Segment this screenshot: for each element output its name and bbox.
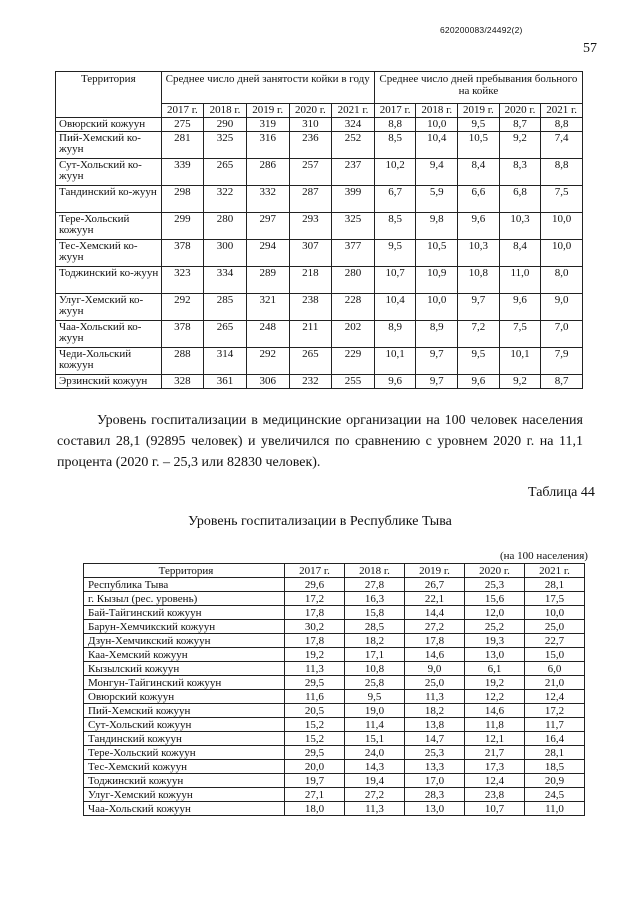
value-cell: 10,1 — [499, 348, 541, 375]
value-cell: 25,2 — [465, 620, 525, 634]
value-cell: 10,0 — [541, 213, 583, 240]
territory-cell: Овюрский кожуун — [56, 118, 162, 132]
value-cell: 8,5 — [374, 213, 416, 240]
value-cell: 20,5 — [285, 704, 345, 718]
value-cell: 10,3 — [458, 240, 500, 267]
territory-cell: Пий-Хемский кожуун — [84, 704, 285, 718]
year-header: 2020 г. — [289, 104, 332, 118]
value-cell: 6,7 — [374, 186, 416, 213]
value-cell: 17,2 — [285, 592, 345, 606]
table-row — [84, 760, 585, 774]
value-cell: 9,5 — [458, 348, 500, 375]
value-cell: 17,3 — [465, 760, 525, 774]
value-cell: 13,8 — [405, 718, 465, 732]
territory-cell: Сут-Хольский ко-жуун — [56, 159, 162, 186]
value-cell: 332 — [246, 186, 289, 213]
value-cell: 10,4 — [374, 294, 416, 321]
value-cell: 11,8 — [465, 718, 525, 732]
value-cell: 27,2 — [405, 620, 465, 634]
value-cell: 17,8 — [285, 634, 345, 648]
value-cell: 10,0 — [416, 294, 458, 321]
value-cell: 232 — [289, 375, 332, 389]
value-cell: 9,6 — [374, 375, 416, 389]
value-cell: 321 — [246, 294, 289, 321]
value-cell: 9,8 — [416, 213, 458, 240]
value-cell: 9,2 — [499, 132, 541, 159]
value-cell: 10,4 — [416, 132, 458, 159]
value-cell: 12,1 — [465, 732, 525, 746]
value-cell: 255 — [332, 375, 375, 389]
value-cell: 15,1 — [345, 732, 405, 746]
table-row — [84, 774, 585, 788]
territory-cell: Кызылский кожуун — [84, 662, 285, 676]
value-cell: 314 — [204, 348, 247, 375]
value-cell: 8,9 — [374, 321, 416, 348]
table-row — [84, 802, 585, 816]
value-cell: 11,6 — [285, 690, 345, 704]
value-cell: 339 — [161, 159, 204, 186]
value-cell: 22,1 — [405, 592, 465, 606]
territory-cell: Монгун-Тайгинский кожуун — [84, 676, 285, 690]
value-cell: 28,1 — [525, 746, 585, 760]
value-cell: 12,4 — [465, 774, 525, 788]
value-cell: 319 — [246, 118, 289, 132]
value-cell: 18,2 — [345, 634, 405, 648]
value-cell: 12,2 — [465, 690, 525, 704]
value-cell: 8,4 — [458, 159, 500, 186]
value-cell: 8,7 — [541, 375, 583, 389]
value-cell: 292 — [246, 348, 289, 375]
value-cell: 361 — [204, 375, 247, 389]
table-row — [84, 592, 585, 606]
col-territory-header: Территория — [56, 72, 162, 118]
value-cell: 238 — [289, 294, 332, 321]
value-cell: 19,3 — [465, 634, 525, 648]
value-cell: 9,6 — [499, 294, 541, 321]
value-cell: 377 — [332, 240, 375, 267]
value-cell: 14,7 — [405, 732, 465, 746]
value-cell: 5,9 — [416, 186, 458, 213]
year-header: 2020 г. — [499, 104, 541, 118]
table-row — [56, 118, 583, 132]
value-cell: 297 — [246, 213, 289, 240]
value-cell: 7,5 — [499, 321, 541, 348]
value-cell: 25,3 — [465, 578, 525, 592]
territory-cell: Улуг-Хемский кожуун — [84, 788, 285, 802]
hospitalization-level-table — [83, 563, 585, 816]
territory-cell: Дзун-Хемчикский кожуун — [84, 634, 285, 648]
value-cell: 293 — [289, 213, 332, 240]
value-cell: 229 — [332, 348, 375, 375]
value-cell: 265 — [204, 321, 247, 348]
table-row — [84, 788, 585, 802]
value-cell: 9,6 — [458, 375, 500, 389]
value-cell: 399 — [332, 186, 375, 213]
value-cell: 17,8 — [405, 634, 465, 648]
value-cell: 322 — [204, 186, 247, 213]
value-cell: 10,9 — [416, 267, 458, 294]
value-cell: 9,7 — [416, 348, 458, 375]
value-cell: 25,0 — [525, 620, 585, 634]
value-cell: 11,3 — [285, 662, 345, 676]
value-cell: 10,2 — [374, 159, 416, 186]
value-cell: 21,7 — [465, 746, 525, 760]
value-cell: 28,1 — [525, 578, 585, 592]
value-cell: 310 — [289, 118, 332, 132]
territory-cell: Тоджинский ко-жуун — [56, 267, 162, 294]
table-row — [84, 690, 585, 704]
value-cell: 15,6 — [465, 592, 525, 606]
value-cell: 27,8 — [345, 578, 405, 592]
value-cell: 287 — [289, 186, 332, 213]
value-cell: 8,8 — [541, 118, 583, 132]
table-number-label: Таблица 44 — [528, 485, 595, 500]
value-cell: 27,2 — [345, 788, 405, 802]
value-cell: 15,2 — [285, 732, 345, 746]
value-cell: 8,0 — [541, 267, 583, 294]
value-cell: 9,5 — [374, 240, 416, 267]
value-cell: 16,4 — [525, 732, 585, 746]
value-cell: 11,0 — [499, 267, 541, 294]
value-cell: 236 — [289, 132, 332, 159]
value-cell: 8,3 — [499, 159, 541, 186]
value-cell: 292 — [161, 294, 204, 321]
year-header: 2018 г. — [416, 104, 458, 118]
territory-cell: Бай-Тайгинский кожуун — [84, 606, 285, 620]
value-cell: 237 — [332, 159, 375, 186]
year-header: 2018 г. — [204, 104, 247, 118]
value-cell: 328 — [161, 375, 204, 389]
value-cell: 15,8 — [345, 606, 405, 620]
value-cell: 29,5 — [285, 676, 345, 690]
value-cell: 325 — [332, 213, 375, 240]
value-cell: 11,3 — [405, 690, 465, 704]
territory-cell: Чеди-Хольский кожуун — [56, 348, 162, 375]
value-cell: 12,0 — [465, 606, 525, 620]
table-row — [56, 321, 583, 348]
value-cell: 6,8 — [499, 186, 541, 213]
value-cell: 19,0 — [345, 704, 405, 718]
value-cell: 19,7 — [285, 774, 345, 788]
value-cell: 17,5 — [525, 592, 585, 606]
value-cell: 298 — [161, 186, 204, 213]
group-header-bed-days: Среднее число дней занятости койки в году — [161, 72, 374, 104]
value-cell: 7,5 — [541, 186, 583, 213]
value-cell: 14,6 — [465, 704, 525, 718]
value-cell: 10,0 — [541, 240, 583, 267]
table-row — [84, 746, 585, 760]
territory-cell: г. Кызыл (рес. уровень) — [84, 592, 285, 606]
value-cell: 11,7 — [525, 718, 585, 732]
year-header: 2018 г. — [345, 564, 405, 578]
table-row — [56, 294, 583, 321]
value-cell: 13,0 — [465, 648, 525, 662]
value-cell: 9,7 — [458, 294, 500, 321]
col-territory-header: Территория — [84, 564, 285, 578]
value-cell: 29,6 — [285, 578, 345, 592]
value-cell: 10,5 — [458, 132, 500, 159]
table-row — [84, 620, 585, 634]
value-cell: 9,0 — [405, 662, 465, 676]
value-cell: 28,5 — [345, 620, 405, 634]
territory-cell: Эрзинский кожуун — [56, 375, 162, 389]
value-cell: 18,2 — [405, 704, 465, 718]
value-cell: 11,3 — [345, 802, 405, 816]
territory-cell: Пий-Хемский ко-жуун — [56, 132, 162, 159]
value-cell: 11,4 — [345, 718, 405, 732]
value-cell: 10,0 — [525, 606, 585, 620]
table-row — [84, 718, 585, 732]
value-cell: 9,0 — [541, 294, 583, 321]
table-row — [56, 186, 583, 213]
table-row — [84, 732, 585, 746]
value-cell: 19,2 — [465, 676, 525, 690]
group-header-stay-days: Среднее число дней пребывания больного на койке — [374, 72, 582, 104]
value-cell: 218 — [289, 267, 332, 294]
value-cell: 6,0 — [525, 662, 585, 676]
territory-cell: Барун-Хемчикский кожуун — [84, 620, 285, 634]
year-header: 2021 г. — [541, 104, 583, 118]
table-row — [56, 267, 583, 294]
unit-note: (на 100 населения) — [500, 550, 588, 562]
value-cell: 7,4 — [541, 132, 583, 159]
territory-cell: Тандинский ко-жуун — [56, 186, 162, 213]
table-row — [84, 634, 585, 648]
value-cell: 30,2 — [285, 620, 345, 634]
value-cell: 29,5 — [285, 746, 345, 760]
value-cell: 288 — [161, 348, 204, 375]
year-header: 2020 г. — [465, 564, 525, 578]
value-cell: 325 — [204, 132, 247, 159]
territory-cell: Улуг-Хемский ко-жуун — [56, 294, 162, 321]
value-cell: 24,0 — [345, 746, 405, 760]
value-cell: 10,5 — [416, 240, 458, 267]
territory-cell: Тес-Хемский ко-жуун — [56, 240, 162, 267]
value-cell: 290 — [204, 118, 247, 132]
value-cell: 27,1 — [285, 788, 345, 802]
value-cell: 257 — [289, 159, 332, 186]
value-cell: 202 — [332, 321, 375, 348]
bed-occupancy-table — [55, 71, 583, 389]
territory-cell: Овюрский кожуун — [84, 690, 285, 704]
value-cell: 10,7 — [374, 267, 416, 294]
value-cell: 265 — [289, 348, 332, 375]
year-header: 2021 г. — [525, 564, 585, 578]
value-cell: 10,3 — [499, 213, 541, 240]
value-cell: 299 — [161, 213, 204, 240]
value-cell: 28,3 — [405, 788, 465, 802]
value-cell: 16,3 — [345, 592, 405, 606]
territory-cell: Тере-Хольский кожуун — [84, 746, 285, 760]
value-cell: 9,6 — [458, 213, 500, 240]
table-row — [56, 132, 583, 159]
table-row — [84, 662, 585, 676]
value-cell: 15,0 — [525, 648, 585, 662]
value-cell: 14,6 — [405, 648, 465, 662]
value-cell: 306 — [246, 375, 289, 389]
year-header: 2019 г. — [405, 564, 465, 578]
table-row — [84, 676, 585, 690]
territory-cell: Тес-Хемский кожуун — [84, 760, 285, 774]
table-row — [84, 648, 585, 662]
value-cell: 8,9 — [416, 321, 458, 348]
value-cell: 9,2 — [499, 375, 541, 389]
value-cell: 10,8 — [345, 662, 405, 676]
table-row — [56, 213, 583, 240]
value-cell: 26,7 — [405, 578, 465, 592]
year-header: 2021 г. — [332, 104, 375, 118]
value-cell: 7,9 — [541, 348, 583, 375]
table-row — [56, 348, 583, 375]
value-cell: 300 — [204, 240, 247, 267]
value-cell: 11,0 — [525, 802, 585, 816]
table-row — [56, 240, 583, 267]
territory-cell: Тере-Хольский кожуун — [56, 213, 162, 240]
value-cell: 8,8 — [541, 159, 583, 186]
value-cell: 17,0 — [405, 774, 465, 788]
value-cell: 280 — [332, 267, 375, 294]
table-row — [84, 578, 585, 592]
value-cell: 252 — [332, 132, 375, 159]
value-cell: 24,5 — [525, 788, 585, 802]
value-cell: 7,0 — [541, 321, 583, 348]
value-cell: 14,3 — [345, 760, 405, 774]
value-cell: 17,2 — [525, 704, 585, 718]
value-cell: 10,0 — [416, 118, 458, 132]
value-cell: 10,7 — [465, 802, 525, 816]
territory-cell: Чаа-Хольский кожуун — [84, 802, 285, 816]
value-cell: 23,8 — [465, 788, 525, 802]
value-cell: 20,9 — [525, 774, 585, 788]
value-cell: 9,5 — [345, 690, 405, 704]
territory-cell: Сут-Хольский кожуун — [84, 718, 285, 732]
year-header: 2017 г. — [161, 104, 204, 118]
value-cell: 307 — [289, 240, 332, 267]
table-row — [56, 159, 583, 186]
value-cell: 6,1 — [465, 662, 525, 676]
territory-cell: Каа-Хемский кожуун — [84, 648, 285, 662]
value-cell: 6,6 — [458, 186, 500, 213]
value-cell: 294 — [246, 240, 289, 267]
value-cell: 248 — [246, 321, 289, 348]
value-cell: 18,5 — [525, 760, 585, 774]
document-id: 620200083/24492(2) — [440, 25, 523, 35]
value-cell: 14,4 — [405, 606, 465, 620]
value-cell: 286 — [246, 159, 289, 186]
hospitalization-paragraph: Уровень госпитализации в медицинские организации на 100 человек населения составил 28,1 (92895 человек) и увеличился по сравнению с уровнем 2020 г. на 11,1 процента (2020 г. – 25,3 или 82830 человек). — [57, 413, 583, 470]
value-cell: 323 — [161, 267, 204, 294]
value-cell: 25,0 — [405, 676, 465, 690]
value-cell: 285 — [204, 294, 247, 321]
page-number: 57 — [583, 41, 597, 56]
value-cell: 275 — [161, 118, 204, 132]
year-header: 2017 г. — [374, 104, 416, 118]
value-cell: 378 — [161, 240, 204, 267]
value-cell: 17,1 — [345, 648, 405, 662]
value-cell: 22,7 — [525, 634, 585, 648]
value-cell: 211 — [289, 321, 332, 348]
value-cell: 13,3 — [405, 760, 465, 774]
territory-cell: Республика Тыва — [84, 578, 285, 592]
value-cell: 18,0 — [285, 802, 345, 816]
year-header: 2019 г. — [246, 104, 289, 118]
value-cell: 12,4 — [525, 690, 585, 704]
value-cell: 8,7 — [499, 118, 541, 132]
value-cell: 25,3 — [405, 746, 465, 760]
value-cell: 21,0 — [525, 676, 585, 690]
value-cell: 265 — [204, 159, 247, 186]
value-cell: 281 — [161, 132, 204, 159]
value-cell: 10,1 — [374, 348, 416, 375]
year-header: 2019 г. — [458, 104, 500, 118]
value-cell: 280 — [204, 213, 247, 240]
table-row — [84, 704, 585, 718]
value-cell: 316 — [246, 132, 289, 159]
value-cell: 289 — [246, 267, 289, 294]
value-cell: 378 — [161, 321, 204, 348]
value-cell: 19,4 — [345, 774, 405, 788]
value-cell: 334 — [204, 267, 247, 294]
table-row — [56, 375, 583, 389]
value-cell: 17,8 — [285, 606, 345, 620]
value-cell: 15,2 — [285, 718, 345, 732]
value-cell: 9,4 — [416, 159, 458, 186]
territory-cell: Чаа-Хольский ко-жуун — [56, 321, 162, 348]
table-row — [84, 606, 585, 620]
value-cell: 8,4 — [499, 240, 541, 267]
value-cell: 9,5 — [458, 118, 500, 132]
year-header: 2017 г. — [285, 564, 345, 578]
value-cell: 324 — [332, 118, 375, 132]
value-cell: 10,8 — [458, 267, 500, 294]
value-cell: 7,2 — [458, 321, 500, 348]
value-cell: 25,8 — [345, 676, 405, 690]
value-cell: 228 — [332, 294, 375, 321]
territory-cell: Тоджинский кожуун — [84, 774, 285, 788]
value-cell: 20,0 — [285, 760, 345, 774]
value-cell: 9,7 — [416, 375, 458, 389]
value-cell: 13,0 — [405, 802, 465, 816]
value-cell: 8,8 — [374, 118, 416, 132]
value-cell: 8,5 — [374, 132, 416, 159]
value-cell: 19,2 — [285, 648, 345, 662]
territory-cell: Тандинский кожуун — [84, 732, 285, 746]
table-title: Уровень госпитализации в Республике Тыва — [188, 514, 452, 529]
